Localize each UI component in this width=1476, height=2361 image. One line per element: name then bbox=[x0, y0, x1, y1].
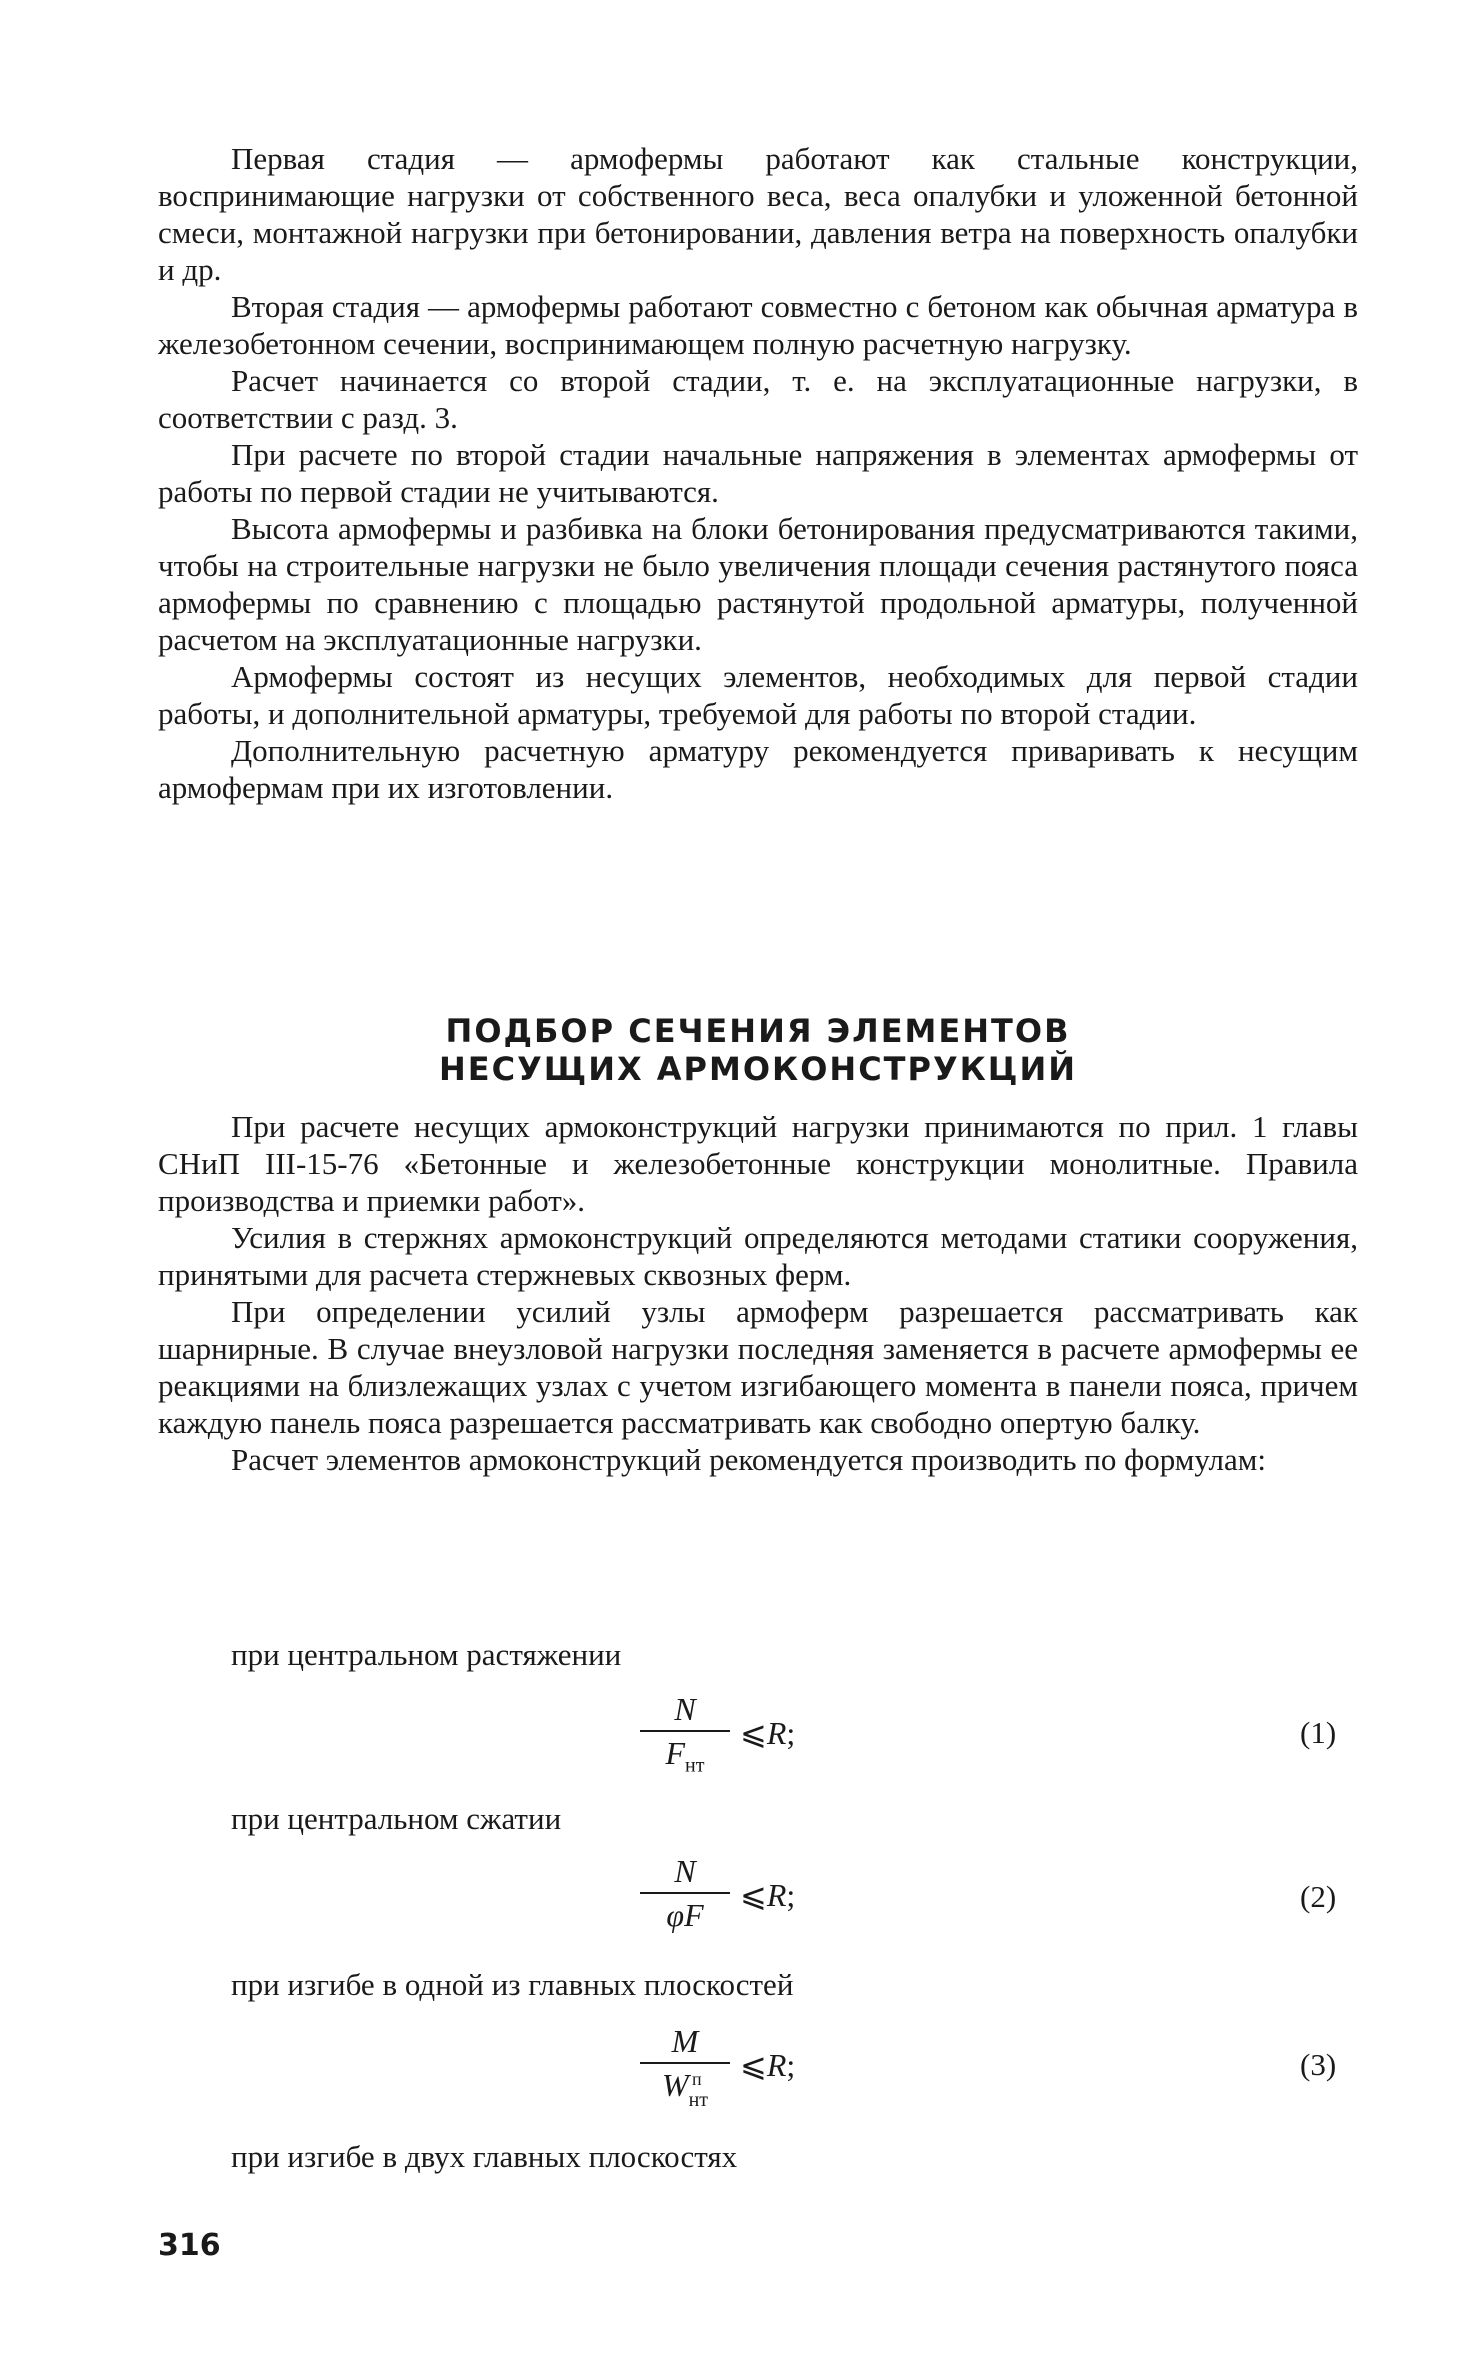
rhs: R bbox=[766, 2047, 787, 2083]
paragraph: Расчет элементов армоконструкций рекомендуется производить по формулам: bbox=[231, 1442, 1266, 1477]
section-heading bbox=[158, 1012, 1358, 1088]
paragraph: При расчете несущих армоконструкций нагрузки принимаются по прил. 1 главы СНиП III-15-76 «Бетонные и железобетонные конструкции монолитные. Правила производства и приемки работ». bbox=[158, 1109, 1358, 1218]
relation-sign: ⩽ bbox=[740, 1877, 767, 1913]
formula-label: при изгибе в двух главных плоскостях bbox=[231, 2139, 738, 2174]
paragraph: Дополнительную расчетную арматуру рекомендуется приваривать к несущим армофермам при их изготовлении. bbox=[158, 733, 1358, 805]
paragraph: При определении усилий узлы армоферм разрешается рассматривать как шарнирные. В случае внеузловой нагрузки последняя заменяется в расчете армофермы ее реакциями на близлежащих узлах с учетом изгибающего момента в панели пояса, причем каждую панель пояса разрешается рассматривать как свободно опертую балку. bbox=[158, 1294, 1358, 1440]
relation bbox=[740, 1876, 795, 1914]
relation-sign: ⩽ bbox=[740, 2047, 767, 2083]
relation-sign: ⩽ bbox=[740, 1715, 767, 1751]
fraction-bar bbox=[640, 1730, 730, 1732]
numerator: N bbox=[674, 1853, 696, 1889]
formula-1 bbox=[620, 1690, 920, 1780]
rhs: R bbox=[766, 1877, 787, 1913]
denominator bbox=[640, 1734, 730, 1784]
denominator-main: F bbox=[665, 1735, 686, 1771]
page-number: 316 bbox=[158, 2228, 221, 2263]
formula-2 bbox=[620, 1852, 920, 1942]
paragraph: Усилия в стержнях армоконструкций определяются методами статики сооружения, принятыми для расчета стержневых сквозных ферм. bbox=[158, 1220, 1358, 1292]
formula-label: при центральном растяжении bbox=[231, 1637, 622, 1672]
paragraph: Расчет начинается со второй стадии, т. е. на эксплуатационные нагрузки, в соответствии с разд. 3. bbox=[158, 363, 1358, 435]
denominator-sub: нт bbox=[688, 2089, 709, 2111]
fraction bbox=[640, 1852, 730, 1934]
numerator: N bbox=[674, 1691, 696, 1727]
heading-line-2: НЕСУЩИХ АРМОКОНСТРУКЦИЙ bbox=[438, 1050, 1078, 1088]
denominator-sub: нт bbox=[685, 1754, 705, 1777]
fraction-bar bbox=[640, 2062, 730, 2064]
denominator-sup: п bbox=[691, 2069, 702, 2089]
formula-end: ; bbox=[786, 2047, 796, 2083]
relation bbox=[740, 2046, 795, 2084]
equation-number: (2) bbox=[1300, 1879, 1337, 1914]
formula-3 bbox=[620, 2022, 920, 2112]
denominator-main: W bbox=[661, 2067, 689, 2103]
denominator bbox=[640, 1896, 730, 1934]
formula-label: при центральном сжатии bbox=[231, 1801, 562, 1836]
denominator-main: φF bbox=[666, 1897, 704, 1933]
formula-end: ; bbox=[786, 1715, 796, 1751]
text-top bbox=[158, 140, 1358, 806]
equation-number: (1) bbox=[1300, 1715, 1337, 1750]
numerator: M bbox=[671, 2023, 699, 2059]
paragraph: Высота армофермы и разбивка на блоки бетонирования предусматриваются такими, чтобы на строительные нагрузки не было увеличения площади сечения растянутого пояса армофермы по сравнению с площадью растянутой продольной арматуры, полученной расчетом на эксплуатационные нагрузки. bbox=[158, 511, 1358, 657]
relation bbox=[740, 1714, 795, 1752]
rhs: R bbox=[766, 1715, 787, 1751]
formula-label: при изгибе в одной из главных плоскостей bbox=[231, 1967, 794, 2002]
paragraph: Армофермы состоят из несущих элементов, необходимых для первой стадии работы, и дополнительной арматуры, требуемой для работы по второй стадии. bbox=[158, 659, 1358, 731]
paragraph: Первая стадия — армофермы работают как стальные конструкции, воспринимающие нагрузки от собственного веса, веса опалубки и уложенной бетонной смеси, монтажной нагрузки при бетонировании, давления ветра на поверхность опалубки и др. bbox=[158, 141, 1358, 287]
text-section bbox=[158, 1108, 1358, 1478]
fraction-bar bbox=[640, 1892, 730, 1894]
paragraph: При расчете по второй стадии начальные напряжения в элементах армофермы от работы по первой стадии не учитываются. bbox=[158, 437, 1358, 509]
paragraph: Вторая стадия — армофермы работают совместно с бетоном как обычная арматура в железобетонном сечении, воспринимающем полную расчетную нагрузку. bbox=[158, 289, 1358, 361]
fraction bbox=[640, 1690, 730, 1784]
fraction bbox=[640, 2022, 730, 2109]
denominator bbox=[640, 2066, 730, 2109]
heading-line-1: ПОДБОР СЕЧЕНИЯ ЭЛЕМЕНТОВ bbox=[445, 1012, 1071, 1050]
equation-number: (3) bbox=[1300, 2047, 1337, 2082]
formula-end: ; bbox=[786, 1877, 796, 1913]
